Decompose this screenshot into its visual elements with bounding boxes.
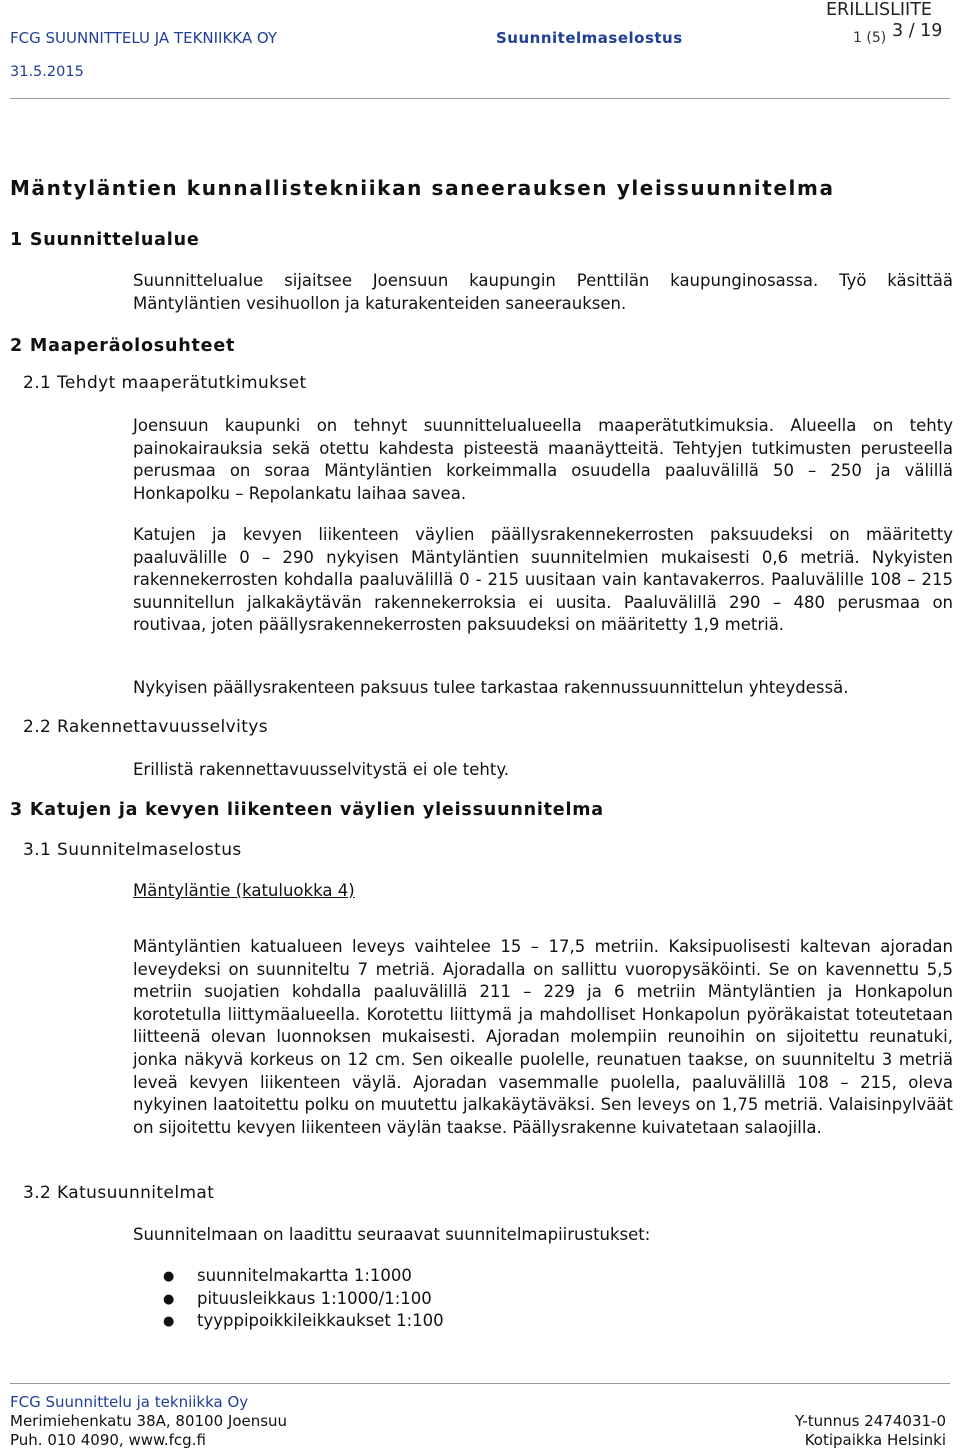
- header-stamp-title: ERILLISLIITE: [826, 0, 932, 20]
- section-2-1-para-2: Katujen ja kevyen liikenteen väylien päällysrakennekerrosten paksuudeksi on määritetty paaluvälille 0 – 290 nykyisen Mäntyläntien suunnitelmien mukaisesti 0,6 metriä. Nykyisten rakennekerrosten kohdalla paaluvälillä 0 - 215 uusitaan vain kantavakerros. Paaluvälille 108 – 215 suunnitellun jalkakäytävän rakennekerroksia ei uusita. Paaluvälillä 290 – 480 perusmaa on routivaa, joten päällysrakennekerrosten paksuudeksi on määritetty 1,9 metriä.: [133, 525, 953, 635]
- footer-company: FCG Suunnittelu ja tekniikka Oy: [10, 1393, 249, 1411]
- section-3-2-heading: 3.2 Katusuunnitelmat: [23, 1183, 215, 1203]
- list-item: ● pituusleikkaus 1:1000/1:100: [163, 1288, 444, 1311]
- footer-business-id: Y-tunnus 2474031-0: [794, 1412, 946, 1430]
- header-divider: [10, 98, 950, 99]
- header-page-of: 1 (5): [853, 30, 887, 46]
- footer-domicile: Kotipaikka Helsinki: [804, 1431, 946, 1449]
- section-2-2-para-1: Erillistä rakennettavuusselvitystä ei ole tehty.: [133, 760, 509, 779]
- section-3-1-subheading: Mäntyläntie (katuluokka 4): [133, 881, 355, 900]
- section-2-heading: 2 Maaperäolosuhteet: [10, 336, 236, 356]
- section-3-1-para-1: Mäntyläntien katualueen leveys vaihtelee 15 – 17,5 metriin. Kaksipuolisesti kaltevan ajoradan leveydeksi on suunniteltu 7 metriä. Ajoradalla on sallittu vuoropysäköinti. Se on kavennettu 5,5 metriin suojatien kohdalla paaluvälillä 211 – 229 ja 6 metriin Mäntyläntien ja Honkapolun korotetulla liittymäalueella. Korotettu liittymä ja mahdolliset Honkapolun pyöräkaistat toteutetaan liitteenä olevan luonnoksen mukaisesti. Ajoradan molempiin reunoihin on sijoitettu reunatuki, jonka näkyvä korkeus on 12 cm. Sen oikealle puolelle, reunatuen taakse, on suunniteltu 3 metriä leveä kevyen liikenteen väylä. Ajoradan vasemmalle puolella, paaluvälillä 108 – 215, oleva nykyinen laatoitettu polku on muutettu jalkakäytäväksi. Sen leveys on 1,75 metriä. Valaisinpylväät on sijoitettu kevyen liikenteen väylän taakse. Päällysrakenne kuivatetaan salaojilla.: [133, 937, 953, 1137]
- list-item: ● suunnitelmakartta 1:1000: [163, 1265, 444, 1288]
- drawings-list: [163, 1265, 444, 1333]
- section-3-heading: 3 Katujen ja kevyen liikenteen väylien yleissuunnitelma: [10, 800, 604, 820]
- footer-phone-web: Puh. 010 4090, www.fcg.fi: [10, 1431, 206, 1449]
- section-1-text: Suunnittelualue sijaitsee Joensuun kaupungin Penttilän kaupunginosassa. Työ käsittää Mäntyläntien vesihuollon ja katurakenteiden saneerauksen.: [133, 271, 953, 313]
- section-2-1-para-3: Nykyisen päällysrakenteen paksuus tulee tarkastaa rakennussuunnittelun yhteydessä.: [133, 678, 849, 697]
- header-doc-title: Suunnitelmaselostus: [496, 29, 683, 47]
- section-2-2-heading: 2.2 Rakennettavuusselvitys: [23, 717, 269, 737]
- section-2-1-para-1: Joensuun kaupunki on tehnyt suunnittelualueella maaperätutkimuksia. Alueella on tehty painokairauksia sekä otettu kahdesta pisteestä maanäytteitä. Tehtyjen tutkimusten perusteella perusmaa on soraa Mäntyläntien korkeimmalla osuudella paaluvälillä 50 – 250 ja välillä Honkapolku – Repolankatu laihaa savea.: [133, 416, 953, 503]
- footer-divider: [10, 1383, 950, 1384]
- page-title: Mäntyläntien kunnallistekniikan saneerauksen yleissuunnitelma: [10, 176, 835, 200]
- section-3-2-para-1: Suunnitelmaan on laadittu seuraavat suunnitelmapiirustukset:: [133, 1225, 651, 1244]
- section-3-1-heading: 3.1 Suunnitelmaselostus: [23, 840, 242, 860]
- header-date: 31.5.2015: [10, 64, 84, 80]
- header-stamp-page: 3 / 19: [892, 21, 943, 41]
- section-1-heading: 1 Suunnittelualue: [10, 230, 200, 250]
- header-company: FCG SUUNNITTELU JA TEKNIIKKA OY: [10, 29, 278, 47]
- list-item: ● tyyppipoikkileikkaukset 1:100: [163, 1310, 444, 1333]
- section-2-1-heading: 2.1 Tehdyt maaperätutkimukset: [23, 373, 307, 393]
- footer-address: Merimiehenkatu 38A, 80100 Joensuu: [10, 1412, 288, 1430]
